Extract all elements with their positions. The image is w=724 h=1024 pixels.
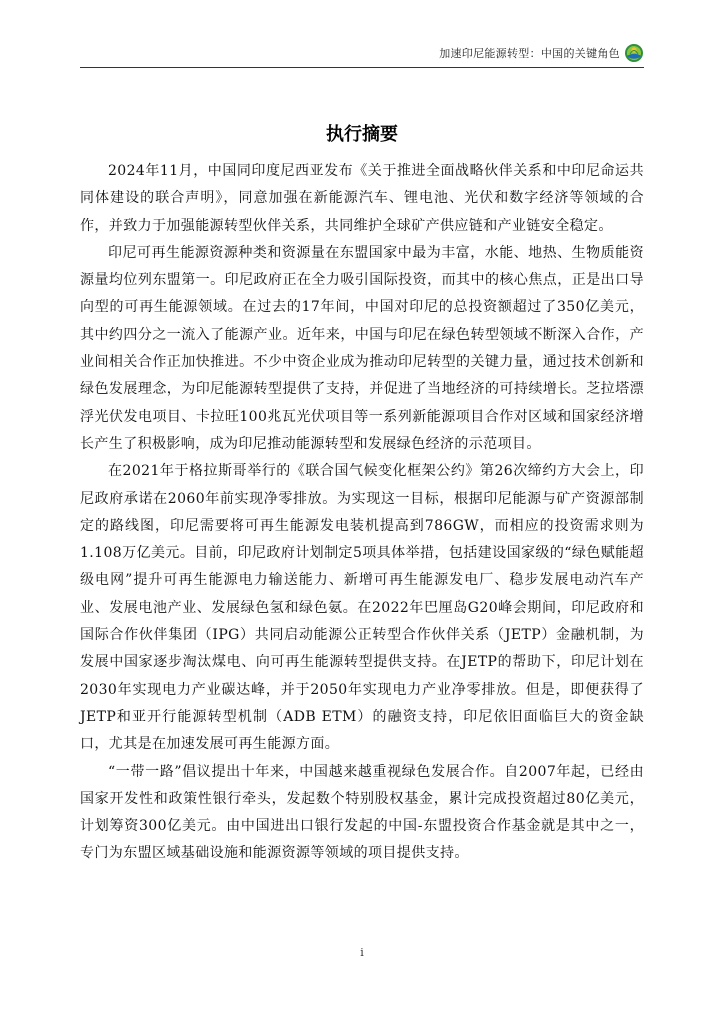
running-header bbox=[439, 42, 644, 64]
page-number: i bbox=[360, 946, 364, 959]
paragraph-4: “一带一路”倡议提出十年来，中国越来越重视绿色发展合作。自2007年起，已经由国家开发性和政策性银行牵头，发起数个特别股权基金，累计完成投资超过80亿美元，计划筹资300亿美元。由中国进出口银行发起的中国-东盟投资合作基金就是其中之一，专门为东盟区域基础设施和能源资源等领域的项目提供支持。 bbox=[80, 763, 644, 862]
paragraph-2: 印尼可再生能源资源种类和资源量在东盟国家中最为丰富，水能、地热、生物质能资源量均位列东盟第一。印尼政府正在全力吸引国际投资，而其中的核心焦点，正是出口导向型的可再生能源领域。在过去的17年间，中国对印尼的总投资额超过了350亿美元，其中约四分之一流入了能源产业。近年来，中国与印尼在绿色转型领域不断深入合作，产业间相关合作正加快推进。不少中资企业成为推动印尼转型的关键力量，通过技术创新和绿色发展理念，为印尼能源转型提供了支持，并促进了当地经济的可持续增长。芝拉塔漂浮光伏发电项目、卡拉旺100兆瓦光伏项目等一系列新能源项目合作对区域和国家经济增长产生了积极影响，成为印尼推动能源转型和发展绿色经济的示范项目。 bbox=[80, 244, 644, 452]
green-leaf-globe-icon bbox=[624, 43, 644, 63]
paragraph-3: 在2021年于格拉斯哥举行的《联合国气候变化框架公约》第26次缔约方大会上，印尼政府承诺在2060年前实现净零排放。为实现这一目标，根据印尼能源与矿产资源部制定的路线图，印尼需要将可再生能源发电装机提高到786GW，而相应的投资需求则为1.108万亿美元。目前，印尼政府计划制定5项具体举措，包括建设国家级的“绿色赋能超级电网”提升可再生能源电力输送能力、新增可再生能源发电厂、稳步发展电动汽车产业、发展电池产业、发展绿色氢和绿色氨。在2022年巴厘岛G20峰会期间，印尼政府和国际合作伙伴集团（IPG）共同启动能源公正转型合作伙伴关系（JETP）金融机制，为发展中国家逐步淘汰煤电、向可再生能源转型提供支持。在JETP的帮助下，印尼计划在2030年实现电力产业碳达峰，并于2050年实现电力产业净零排放。但是，即便获得了JETP和亚开行能源转型机制（ADB ETM）的融资支持，印尼依旧面临巨大的资金缺口，尤其是在加速发展可再生能源方面。 bbox=[80, 463, 644, 753]
header-title: 加速印尼能源转型：中国的关键角色 bbox=[439, 47, 620, 60]
document-body bbox=[80, 158, 644, 868]
header-divider bbox=[80, 67, 644, 68]
paragraph-1: 2024年11月，中国同印度尼西亚发布《关于推进全面战略伙伴关系和中印尼命运共同体建设的联合声明》，同意加强在新能源汽车、锂电池、光伏和数字经济等领域的合作，并致力于加强能源转型伙伴关系，共同维护全球矿产供应链和产业链安全稳定。 bbox=[80, 163, 644, 234]
page-title: 执行摘要 bbox=[326, 124, 398, 145]
